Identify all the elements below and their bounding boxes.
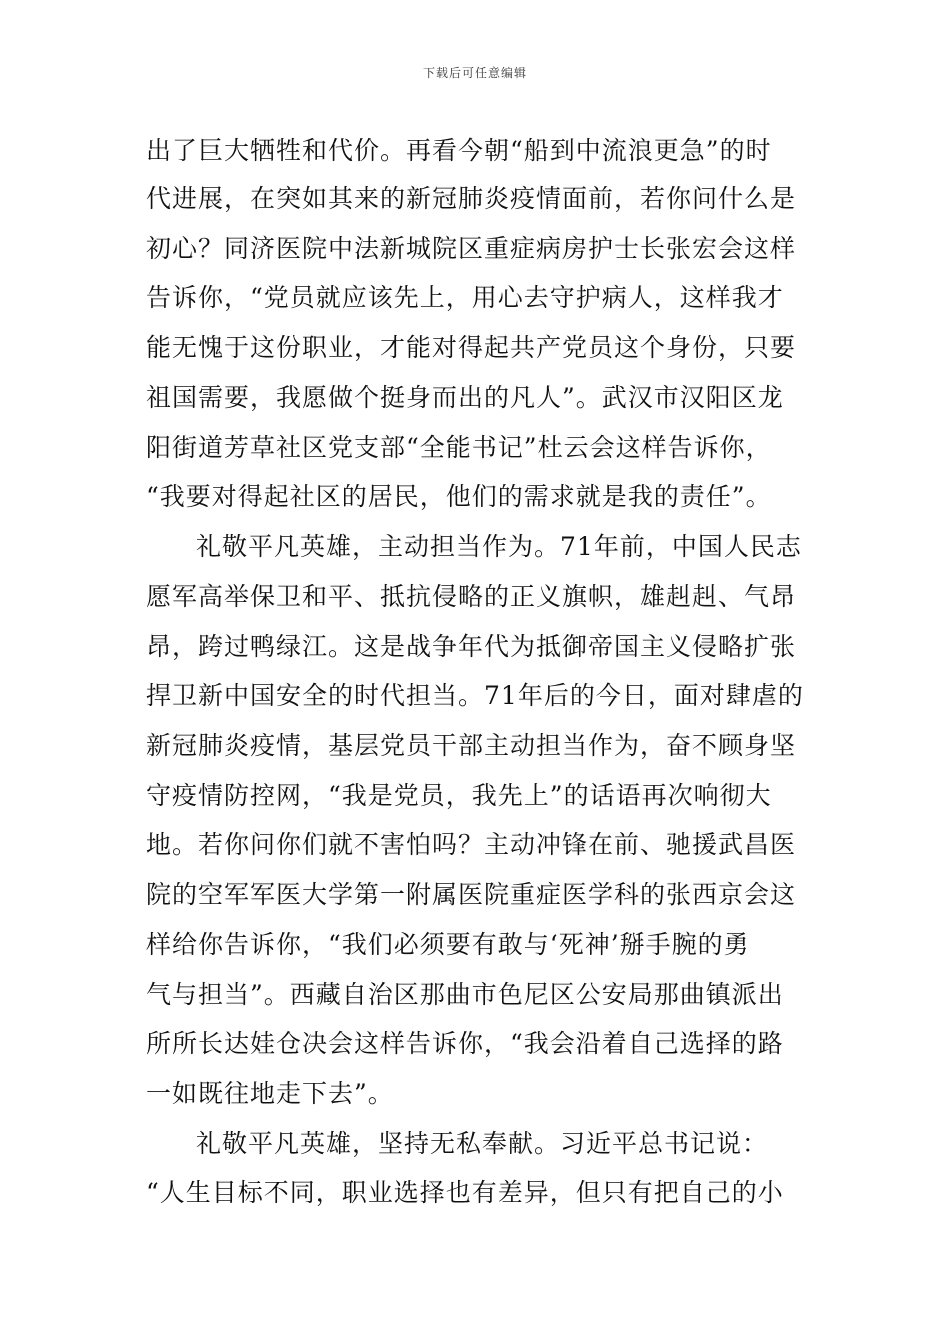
- text-line: 出了巨大牺牲和代价。再看今朝“船到中流浪更急”的时: [146, 136, 772, 165]
- text-line: 代进展，在突如其来的新冠肺炎疫情面前，若你问什么是: [146, 184, 797, 213]
- text-line: 祖国需要，我愿做个挺身而出的凡人”。武汉市汉阳区龙: [146, 383, 784, 412]
- text-line: 能无愧于这份职业，才能对得起共产党员这个身份，只要: [146, 333, 797, 362]
- text-line: 新冠肺炎疫情，基层党员干部主动担当作为，奋不顾身坚: [146, 731, 797, 760]
- text-line: 气与担当”。西藏自治区那曲市色尼区公安局那曲镇派出: [146, 980, 784, 1009]
- text-line: 一如既往地走下去”。: [146, 1079, 394, 1108]
- text-line: 院的空军军医大学第一附属医院重症医学科的张西京会这: [146, 880, 797, 909]
- text-line: 昂，跨过鸭绿江。这是战争年代为抵御帝国主义侵略扩张: [146, 632, 797, 661]
- paragraph-first-line: 礼敬平凡英雄，主动担当作为。71年前，中国人民志: [196, 532, 802, 561]
- text-line: 地。若你问你们就不害怕吗？主动冲锋在前、驰援武昌医: [146, 830, 797, 859]
- text-line: 捍卫新中国安全的时代担当。71年后的今日，面对肆虐的: [146, 681, 804, 710]
- text-line: 所所长达娃仓决会这样告诉你，“我会沿着自己选择的路: [146, 1029, 784, 1058]
- page-header: 下载后可任意编辑: [422, 66, 527, 80]
- text-line: 愿军高举保卫和平、抵抗侵略的正义旗帜，雄赳赳、气昂: [146, 582, 797, 611]
- text-line: 样给你告诉你，“我们必须要有敢与‘死神’掰手腕的勇: [146, 930, 750, 959]
- text-line: 初心？同济医院中法新城院区重症病房护士长张宏会这样: [146, 234, 797, 263]
- text-line: “我要对得起社区的居民，他们的需求就是我的责任”。: [146, 482, 772, 511]
- text-line: “人生目标不同，职业选择也有差异，但只有把自己的小: [146, 1178, 784, 1207]
- paragraph-first-line: 礼敬平凡英雄，坚持无私奉献。习近平总书记说：: [196, 1129, 769, 1158]
- text-line: 守疫情防控网，“我是党员，我先上”的话语再次响彻大: [146, 781, 772, 810]
- text-line: 告诉你，“党员就应该先上，用心去守护病人，这样我才: [146, 283, 784, 312]
- text-line: 阳街道芳草社区党支部“全能书记”杜云会这样告诉你，: [146, 433, 772, 462]
